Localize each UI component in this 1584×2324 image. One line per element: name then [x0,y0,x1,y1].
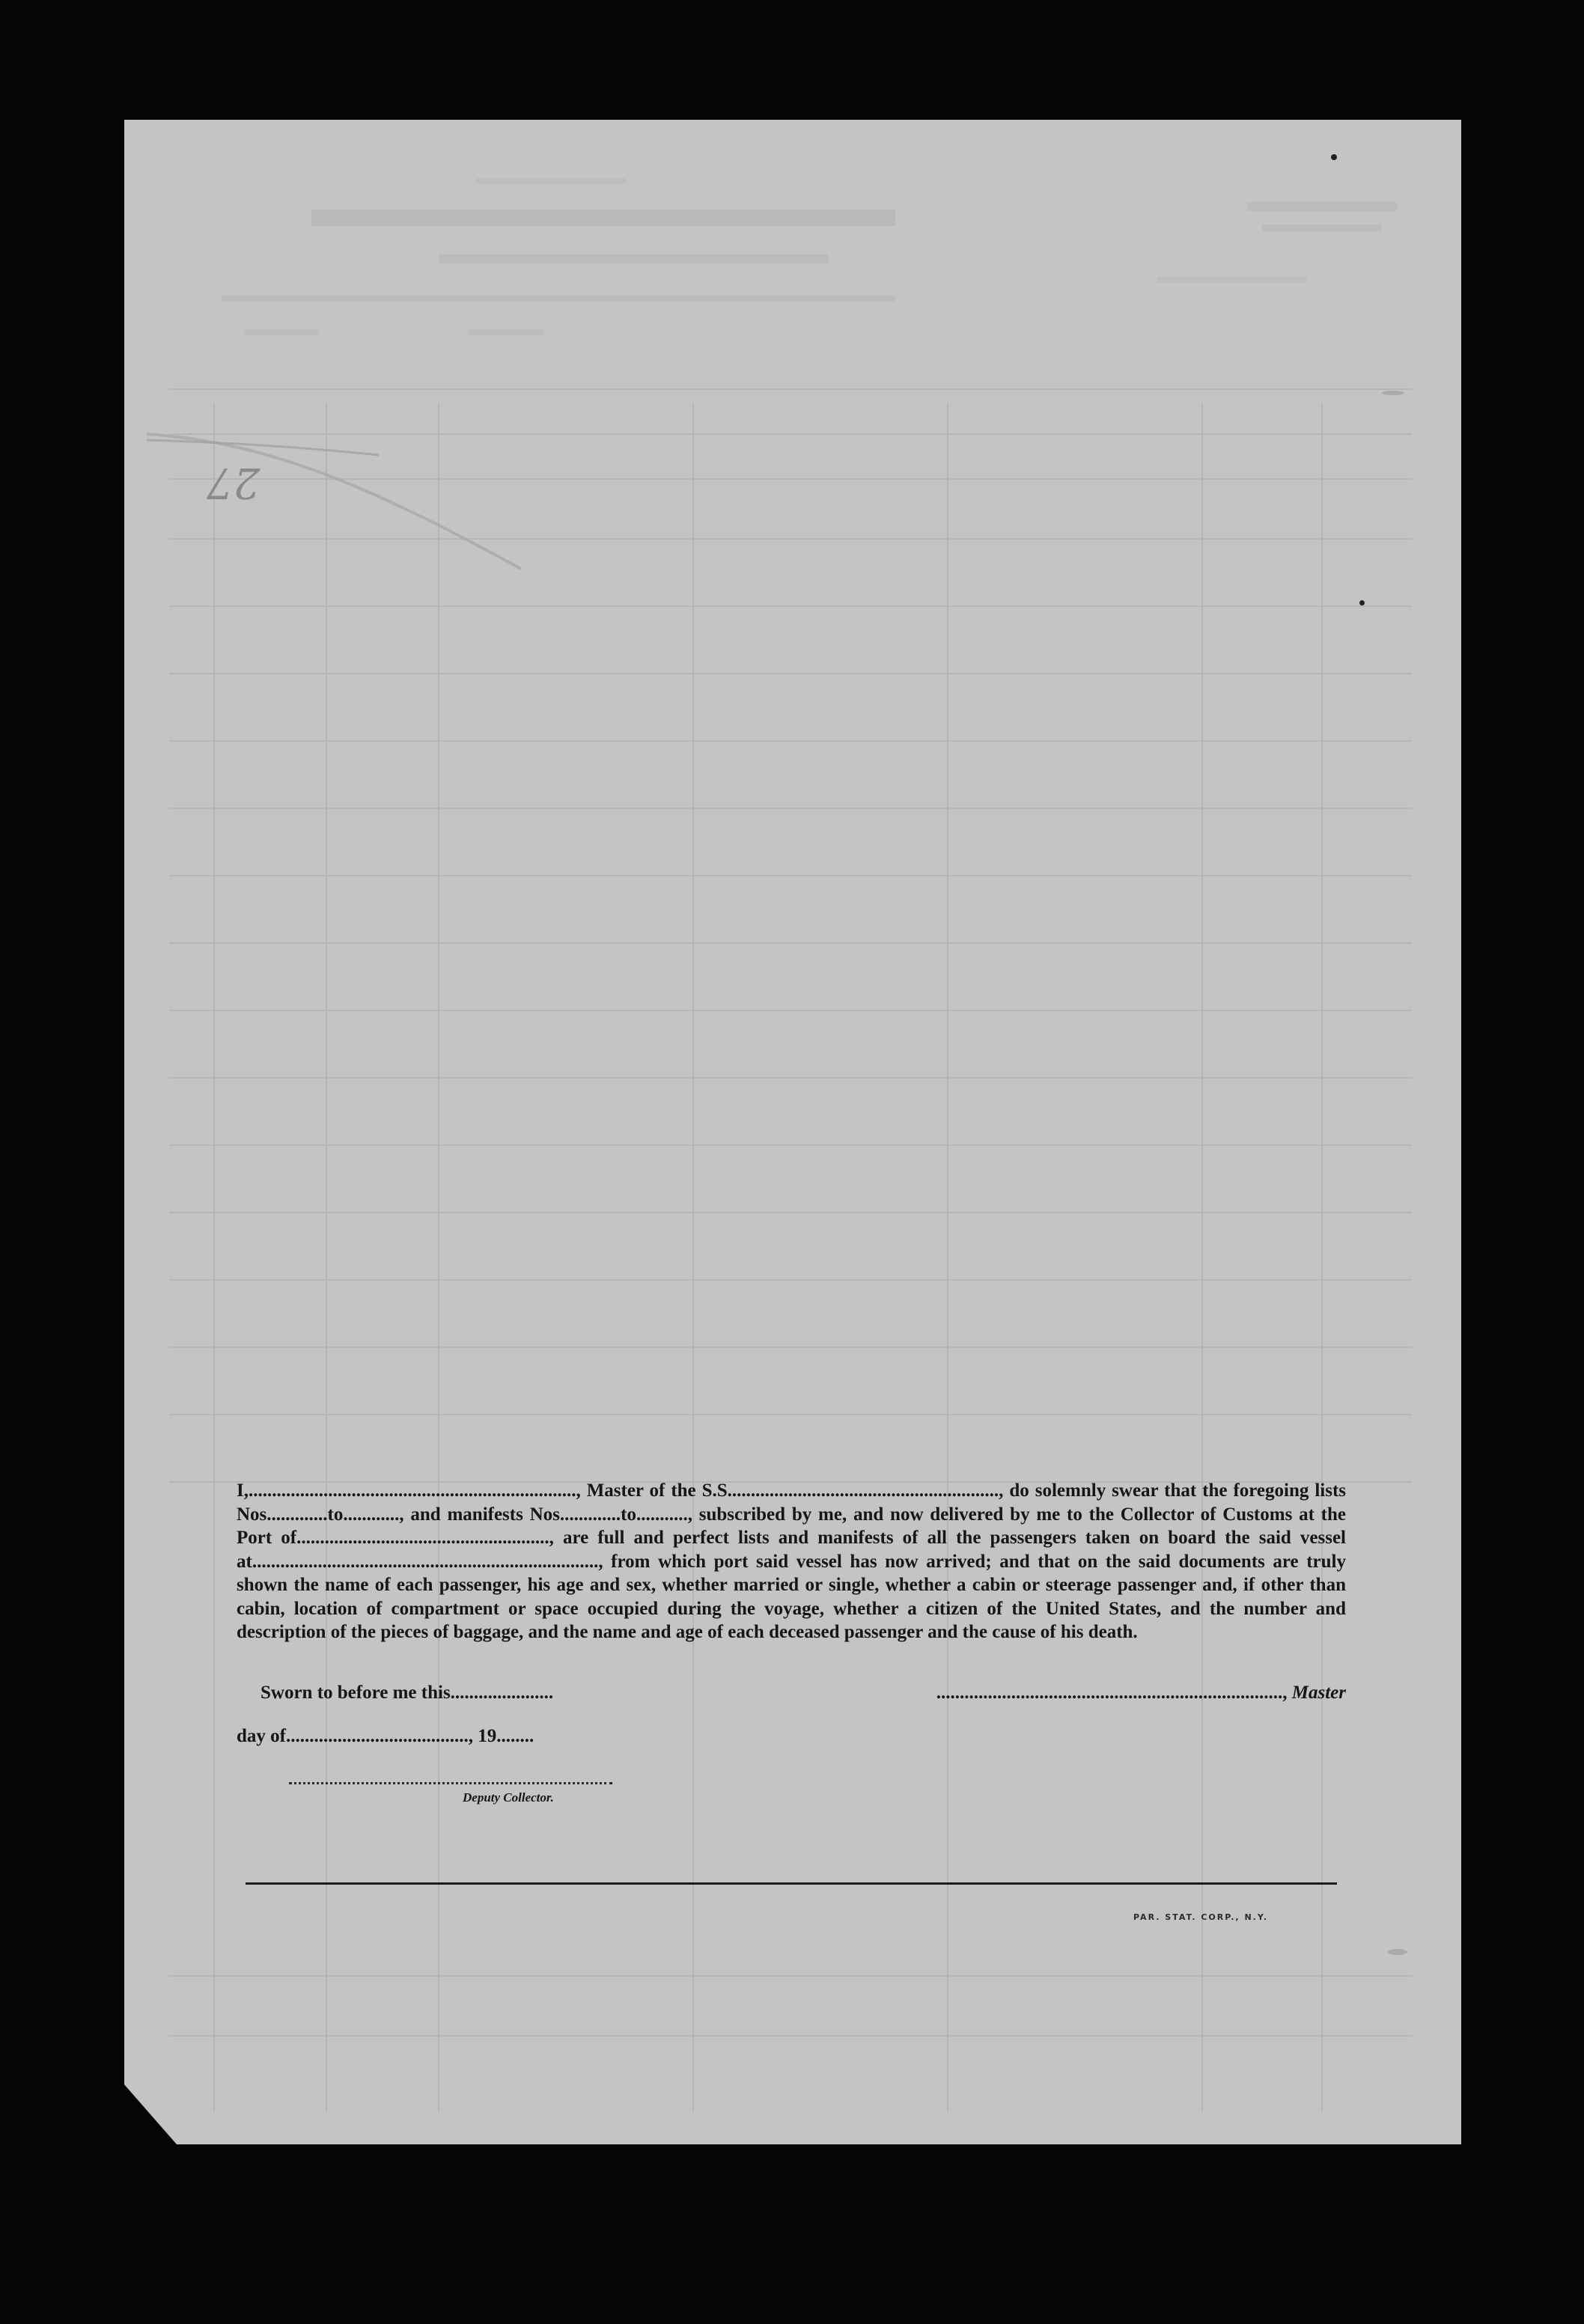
master-signature-dots: .........................................................................., [936,1683,1292,1703]
deputy-collector-label: Deputy Collector. [463,1790,554,1805]
page-number: 27 [207,458,261,507]
printer-imprint: PAR. STAT. CORP., N.Y. [1133,1912,1269,1922]
dust-speck [1359,600,1365,606]
dust-speck [1388,1949,1407,1955]
master-label: Master [1291,1683,1346,1703]
document-page [124,120,1461,2144]
sworn-before-line: Sworn to before me this...................... [261,1683,554,1703]
dust-speck [1382,391,1404,395]
deputy-signature-line [289,1782,612,1784]
dust-speck [1331,154,1337,160]
horizontal-rule [246,1882,1337,1885]
master-signature-line [897,1683,1346,1704]
oath-paragraph: I,......................................................................, Master of the S.S.........................................................., do solemnly swear that the foregoing lists Nos.............to............, and manifests Nos.............to..........., subscribed by me, and now delivered by me to the Collector of Customs at the Port of......................................................, are full and perfect lists and manifests of all the passengers taken on board the said vessel at.........................................................................., from which port said vessel has now arrived; and that on the said documents are truly shown the name of each passenger, his age and sex, whether married or single, whether a cabin or steerage passenger and, if other than cabin, location of compartment or space occupied during the voyage, whether a citizen of the United States, and the number and description of the pieces of baggage, and the name and age of each deceased passenger and the cause of his death. [237,1480,1346,1642]
day-of-line: day of......................................., 19........ [237,1726,534,1746]
bleed-through-ruling [124,120,1461,2144]
